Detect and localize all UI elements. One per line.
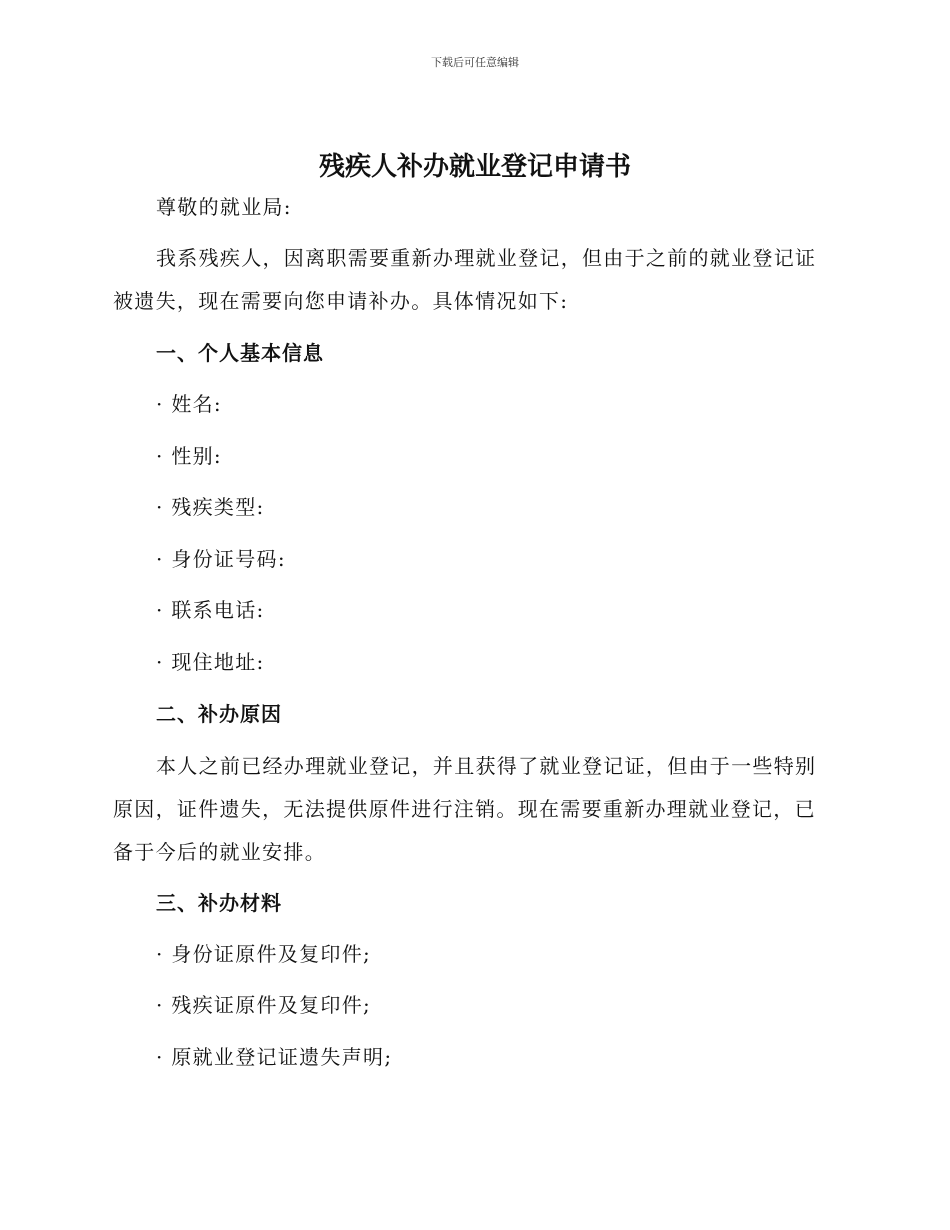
intro-line-1: 我系残疾人，因离职需要重新办理就业登记，但由于之前的就业登记证 xyxy=(156,246,817,270)
info-item-address: · 现住地址: xyxy=(156,650,265,674)
info-item-id-number: · 身份证号码: xyxy=(156,547,286,571)
document-title: 残疾人补办就业登记申请书 xyxy=(318,152,631,182)
material-item-disability-card: · 残疾证原件及复印件; xyxy=(156,993,372,1017)
info-item-disability-type: · 残疾类型: xyxy=(156,495,265,519)
reason-line-3: 备于今后的就业安排。 xyxy=(113,840,326,864)
section-3-heading: 三、补办材料 xyxy=(156,891,282,915)
info-item-phone: · 联系电话: xyxy=(156,598,265,622)
section-1-heading: 一、个人基本信息 xyxy=(156,341,324,365)
intro-line-2: 被遗失，现在需要向您申请补办。具体情况如下: xyxy=(113,289,569,313)
material-item-loss-statement: · 原就业登记证遗失声明; xyxy=(156,1045,393,1069)
header-note: 下载后可任意编辑 xyxy=(431,56,519,69)
info-item-name: · 姓名: xyxy=(156,392,222,416)
section-2-heading: 二、补办原因 xyxy=(156,702,282,726)
reason-line-2: 原因，证件遗失，无法提供原件进行注销。现在需要重新办理就业登记，已 xyxy=(113,797,816,821)
salutation: 尊敬的就业局: xyxy=(156,195,292,219)
info-item-gender: · 性别: xyxy=(156,444,222,468)
reason-line-1: 本人之前已经办理就业登记，并且获得了就业登记证，但由于一些特别 xyxy=(156,754,817,778)
material-item-id-card: · 身份证原件及复印件; xyxy=(156,942,372,966)
